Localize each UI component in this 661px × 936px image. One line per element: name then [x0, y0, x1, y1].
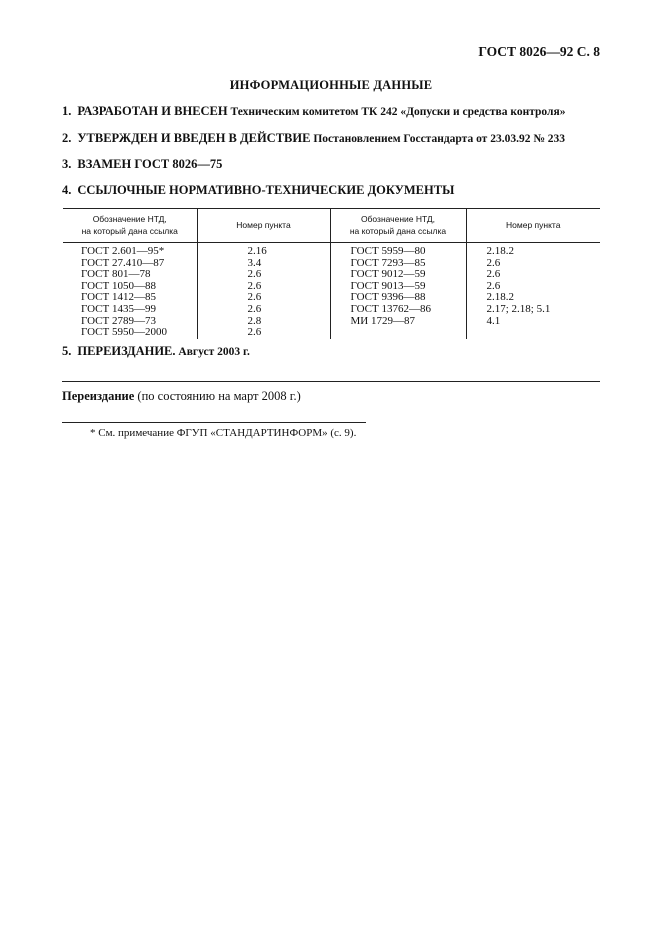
- section-title: ИНФОРМАЦИОННЫЕ ДАННЫЕ: [229, 78, 433, 92]
- item-number: 5.: [62, 344, 72, 358]
- left-docs-cell: [63, 243, 197, 339]
- doc-ref: ГОСТ 7293—85: [350, 256, 426, 269]
- item-caption: ПЕРЕИЗДАНИЕ.: [77, 344, 176, 358]
- table-header-row: [63, 209, 600, 243]
- item-caption: УТВЕРЖДЕН И ВВЕДЕН В ДЕЙСТВИЕ: [77, 131, 311, 145]
- point-ref: 3.4: [247, 256, 262, 269]
- point-ref: 2.18.2: [486, 291, 514, 304]
- header-ntd-right: Обозначение НТД, на который дана ссылка: [330, 209, 466, 243]
- doc-ref: ГОСТ 27.410—87: [81, 256, 165, 269]
- doc-ref: ГОСТ 801—78: [81, 268, 151, 281]
- item-caption: ССЫЛОЧНЫЕ НОРМАТИВНО-ТЕХНИЧЕСКИЕ ДОКУМЕНТЫ: [77, 183, 455, 197]
- point-ref: 2.6: [486, 268, 501, 281]
- page-header: ГОСТ 8026—92 С. 8: [478, 44, 600, 59]
- point-ref: 2.6: [247, 302, 262, 315]
- item-text: Постановлением Госстандарта от 23.03.92 № 233: [310, 133, 566, 145]
- doc-ref: ГОСТ 5950—2000: [81, 326, 167, 339]
- footnote-divider: [62, 422, 366, 423]
- doc-ref: ГОСТ 13762—86: [350, 302, 431, 315]
- point-ref: 4.1: [486, 314, 501, 327]
- item-number: 2.: [62, 131, 72, 145]
- item-number: 1.: [62, 104, 72, 118]
- header-point-left: Номер пункта: [197, 209, 330, 243]
- doc-ref: ГОСТ 5959—80: [350, 245, 426, 257]
- point-ref: 2.8: [247, 314, 262, 327]
- item-caption: РАЗРАБОТАН И ВНЕСЕН: [77, 104, 228, 118]
- reissue-label: Переиздание: [62, 389, 135, 403]
- doc-ref: ГОСТ 2789—73: [81, 314, 156, 327]
- point-ref: 2.6: [486, 256, 501, 269]
- item-text: Техническим комитетом ТК 242 «Допуски и средства контроля»: [227, 106, 566, 118]
- point-ref: 2.6: [247, 326, 262, 339]
- doc-ref: ГОСТ 1412—85: [81, 291, 156, 304]
- point-ref: 2.6: [486, 279, 501, 292]
- item-caption: ВЗАМЕН ГОСТ 8026—75: [77, 157, 223, 171]
- item-approved: [62, 131, 565, 146]
- doc-ref: ГОСТ 9396—88: [350, 291, 426, 304]
- point-ref: 2.6: [247, 268, 262, 281]
- footnote: * См. примечание ФГУП «СТАНДАРТИНФОРМ» (с. 9).: [90, 427, 357, 439]
- header-point-right: Номер пункта: [466, 209, 600, 243]
- item-number: 4.: [62, 183, 72, 197]
- doc-ref: ГОСТ 9012—59: [350, 268, 426, 281]
- header-ntd-left: Обозначение НТД, на который дана ссылка: [63, 209, 197, 243]
- table-row: [63, 243, 600, 339]
- doc-ref: ГОСТ 1435—99: [81, 302, 156, 315]
- point-ref: 2.18.2: [486, 245, 514, 257]
- doc-ref: ГОСТ 2.601—95*: [81, 245, 165, 257]
- reissue-text: (по состоянию на март 2008 г.): [134, 389, 301, 403]
- right-points-cell: [466, 243, 600, 339]
- item-reissue: [62, 344, 250, 359]
- doc-ref: ГОСТ 9013—59: [350, 279, 426, 292]
- right-docs-cell: [330, 243, 466, 339]
- divider: [62, 381, 600, 382]
- item-text: Август 2003 г.: [175, 346, 250, 358]
- point-ref: 2.17; 2.18; 5.1: [486, 302, 551, 315]
- point-ref: 2.16: [247, 245, 267, 257]
- item-number: 3.: [62, 157, 72, 171]
- left-points-cell: [197, 243, 330, 339]
- references-table: [63, 208, 600, 339]
- reissue-note: [62, 389, 301, 404]
- doc-ref: МИ 1729—87: [350, 314, 415, 327]
- item-references: [62, 183, 454, 198]
- point-ref: 2.6: [247, 291, 262, 304]
- item-replaces: [62, 157, 222, 172]
- doc-ref: ГОСТ 1050—88: [81, 279, 156, 292]
- point-ref: 2.6: [247, 279, 262, 292]
- item-developed: [62, 104, 565, 119]
